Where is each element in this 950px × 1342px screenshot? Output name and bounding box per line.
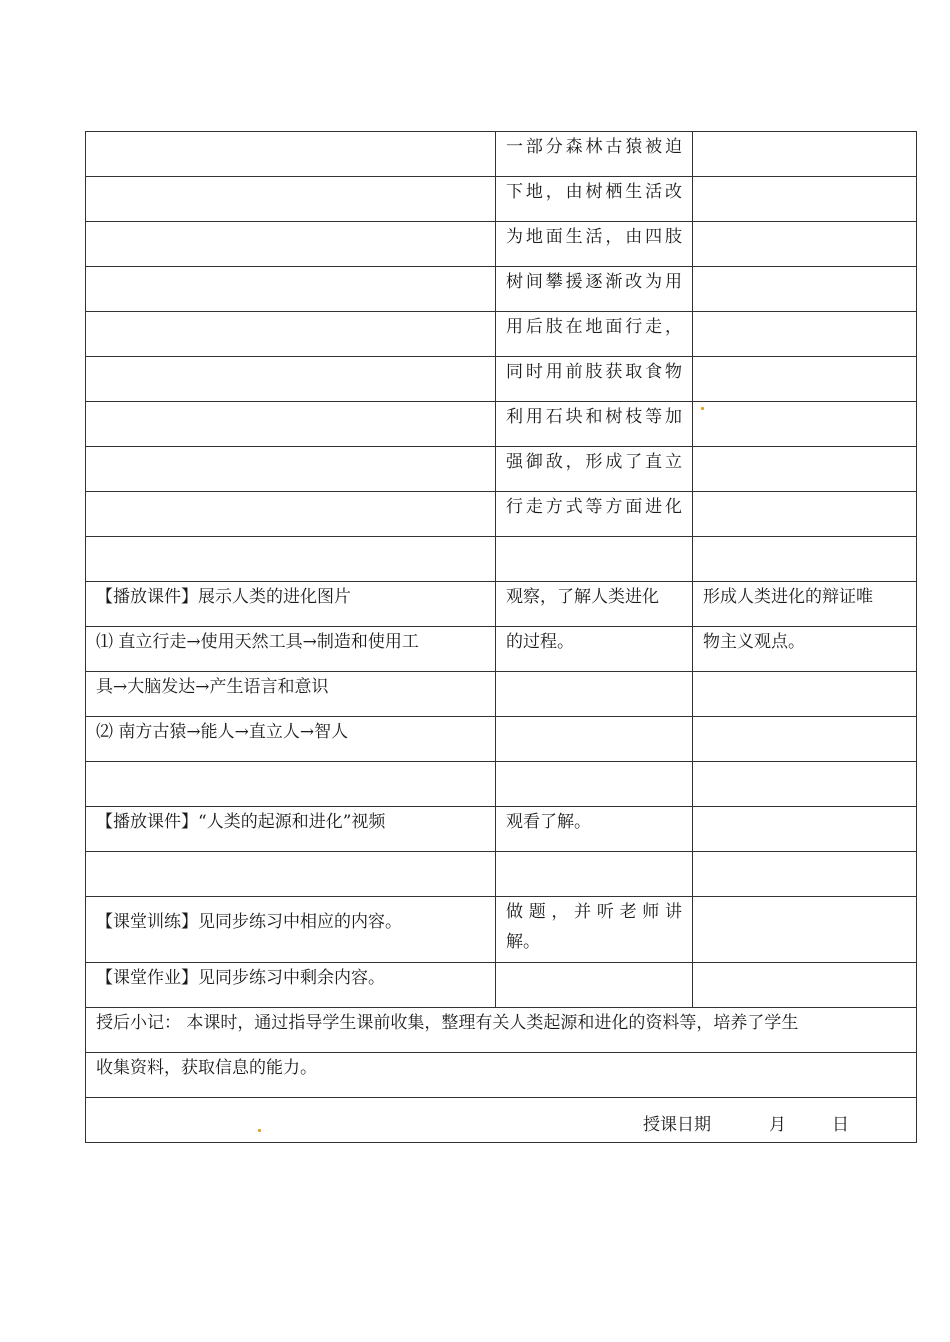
training-row	[86, 897, 917, 963]
activity-cell	[86, 447, 496, 492]
homework-goal	[693, 963, 917, 1008]
student-cell	[496, 627, 693, 672]
student-text: 同时用前肢获取食物	[506, 362, 682, 382]
goal-cell	[693, 807, 917, 852]
table-row	[86, 177, 917, 222]
student-cell	[496, 717, 693, 762]
student-cell	[496, 537, 693, 582]
reflection-row-1	[86, 1008, 917, 1053]
goal-cell	[693, 132, 917, 177]
student-cell	[496, 177, 693, 222]
student-cell	[496, 312, 693, 357]
activity-cell: ⑵ 南方古猿→能人→直立人→智人	[86, 717, 496, 762]
table-row	[86, 267, 917, 312]
activity-cell: 【播放课件】“人类的起源和进化”视频	[86, 807, 496, 852]
table-row	[86, 447, 917, 492]
student-cell	[496, 492, 693, 537]
activity-cell	[86, 492, 496, 537]
goal-cell: 形成人类进化的辩证唯	[693, 582, 917, 627]
training-activity-cell	[86, 897, 496, 963]
student-cell	[496, 582, 693, 627]
student-cell	[496, 762, 693, 807]
table-row	[86, 357, 917, 402]
table-row	[86, 717, 917, 762]
goal-cell	[693, 357, 917, 402]
activity-cell: 【播放课件】展示人类的进化图片	[86, 582, 496, 627]
table-row	[86, 672, 917, 717]
goal-cell: 物主义观点。	[693, 627, 917, 672]
table-row	[86, 492, 917, 537]
activity-cell	[86, 222, 496, 267]
training-activity: 【课堂训练】见同步练习中相应的内容。	[96, 912, 402, 932]
student-cell	[496, 402, 693, 447]
date-month: 月	[769, 1115, 786, 1135]
goal-cell	[693, 177, 917, 222]
homework-activity: 【课堂作业】见同步练习中剩余内容。	[86, 963, 496, 1008]
goal-cell	[693, 717, 917, 762]
student-text: 观察，了解人类进化	[506, 587, 659, 607]
activity-cell	[86, 132, 496, 177]
date-cell	[86, 1098, 917, 1143]
student-cell	[496, 357, 693, 402]
table-row	[86, 762, 917, 807]
table-row	[86, 852, 917, 897]
activity-cell	[86, 402, 496, 447]
student-text: 观看了解。	[506, 812, 591, 832]
student-text: 行走方式等方面进化	[506, 497, 682, 517]
homework-student	[496, 963, 693, 1008]
table-row	[86, 582, 917, 627]
student-cell	[496, 852, 693, 897]
student-text: 强御敌，形成了直立	[506, 452, 682, 472]
activity-cell	[86, 852, 496, 897]
lesson-steps	[86, 132, 917, 897]
table-row	[86, 222, 917, 267]
student-text: 下地，由树栖生活改	[506, 182, 682, 202]
table-row	[86, 132, 917, 177]
reflection-line2: 收集资料，获取信息的能力。	[86, 1053, 917, 1098]
date-row	[86, 1098, 917, 1143]
activity-cell	[86, 537, 496, 582]
teaching-date	[643, 1110, 849, 1140]
goal-cell	[693, 762, 917, 807]
goal-cell	[693, 312, 917, 357]
activity-cell	[86, 177, 496, 222]
activity-cell	[86, 312, 496, 357]
student-text: 为地面生活，由四肢	[506, 227, 682, 247]
table-row	[86, 402, 917, 447]
student-cell	[496, 807, 693, 852]
student-cell	[496, 222, 693, 267]
activity-cell: ⑴ 直立行走→使用天然工具→制造和使用工	[86, 627, 496, 672]
activity-cell	[86, 267, 496, 312]
student-text: 的过程。	[506, 632, 574, 652]
table-row	[86, 627, 917, 672]
training-goal-cell	[693, 897, 917, 963]
date-day: 日	[832, 1115, 849, 1135]
student-text: 利用石块和树枝等加	[506, 407, 682, 427]
table-row	[86, 807, 917, 852]
student-text: 一部分森林古猿被迫	[506, 137, 682, 157]
student-cell	[496, 132, 693, 177]
activity-cell: 具→大脑发达→产生语言和意识	[86, 672, 496, 717]
table-row	[86, 537, 917, 582]
date-label: 授课日期	[643, 1115, 711, 1135]
lesson-plan-table	[85, 131, 917, 1143]
reflection-line1: 授后小记： 本课时，通过指导学生课前收集，整理有关人类起源和进化的资料等，培养了学生	[86, 1008, 917, 1053]
activity-cell	[86, 762, 496, 807]
goal-cell	[693, 222, 917, 267]
homework-row	[86, 963, 917, 1008]
student-text: 用后肢在地面行走，	[506, 317, 682, 337]
goal-cell	[693, 852, 917, 897]
stray-mark	[701, 407, 704, 410]
activity-cell	[86, 357, 496, 402]
training-student-line1: 做题，并听老师讲	[506, 902, 682, 922]
lesson-plan-sheet	[85, 131, 915, 1143]
goal-cell	[693, 537, 917, 582]
reflection-row-2	[86, 1053, 917, 1098]
goal-cell	[693, 447, 917, 492]
training-student-cell	[496, 897, 693, 963]
goal-cell	[693, 492, 917, 537]
student-text: 树间攀援逐渐改为用	[506, 272, 682, 292]
training-student-line2: 解。	[506, 932, 540, 952]
table-row	[86, 312, 917, 357]
goal-cell	[693, 672, 917, 717]
stray-mark	[258, 1129, 261, 1132]
student-cell	[496, 447, 693, 492]
student-cell	[496, 672, 693, 717]
goal-cell	[693, 267, 917, 312]
student-cell	[496, 267, 693, 312]
goal-cell	[693, 402, 917, 447]
